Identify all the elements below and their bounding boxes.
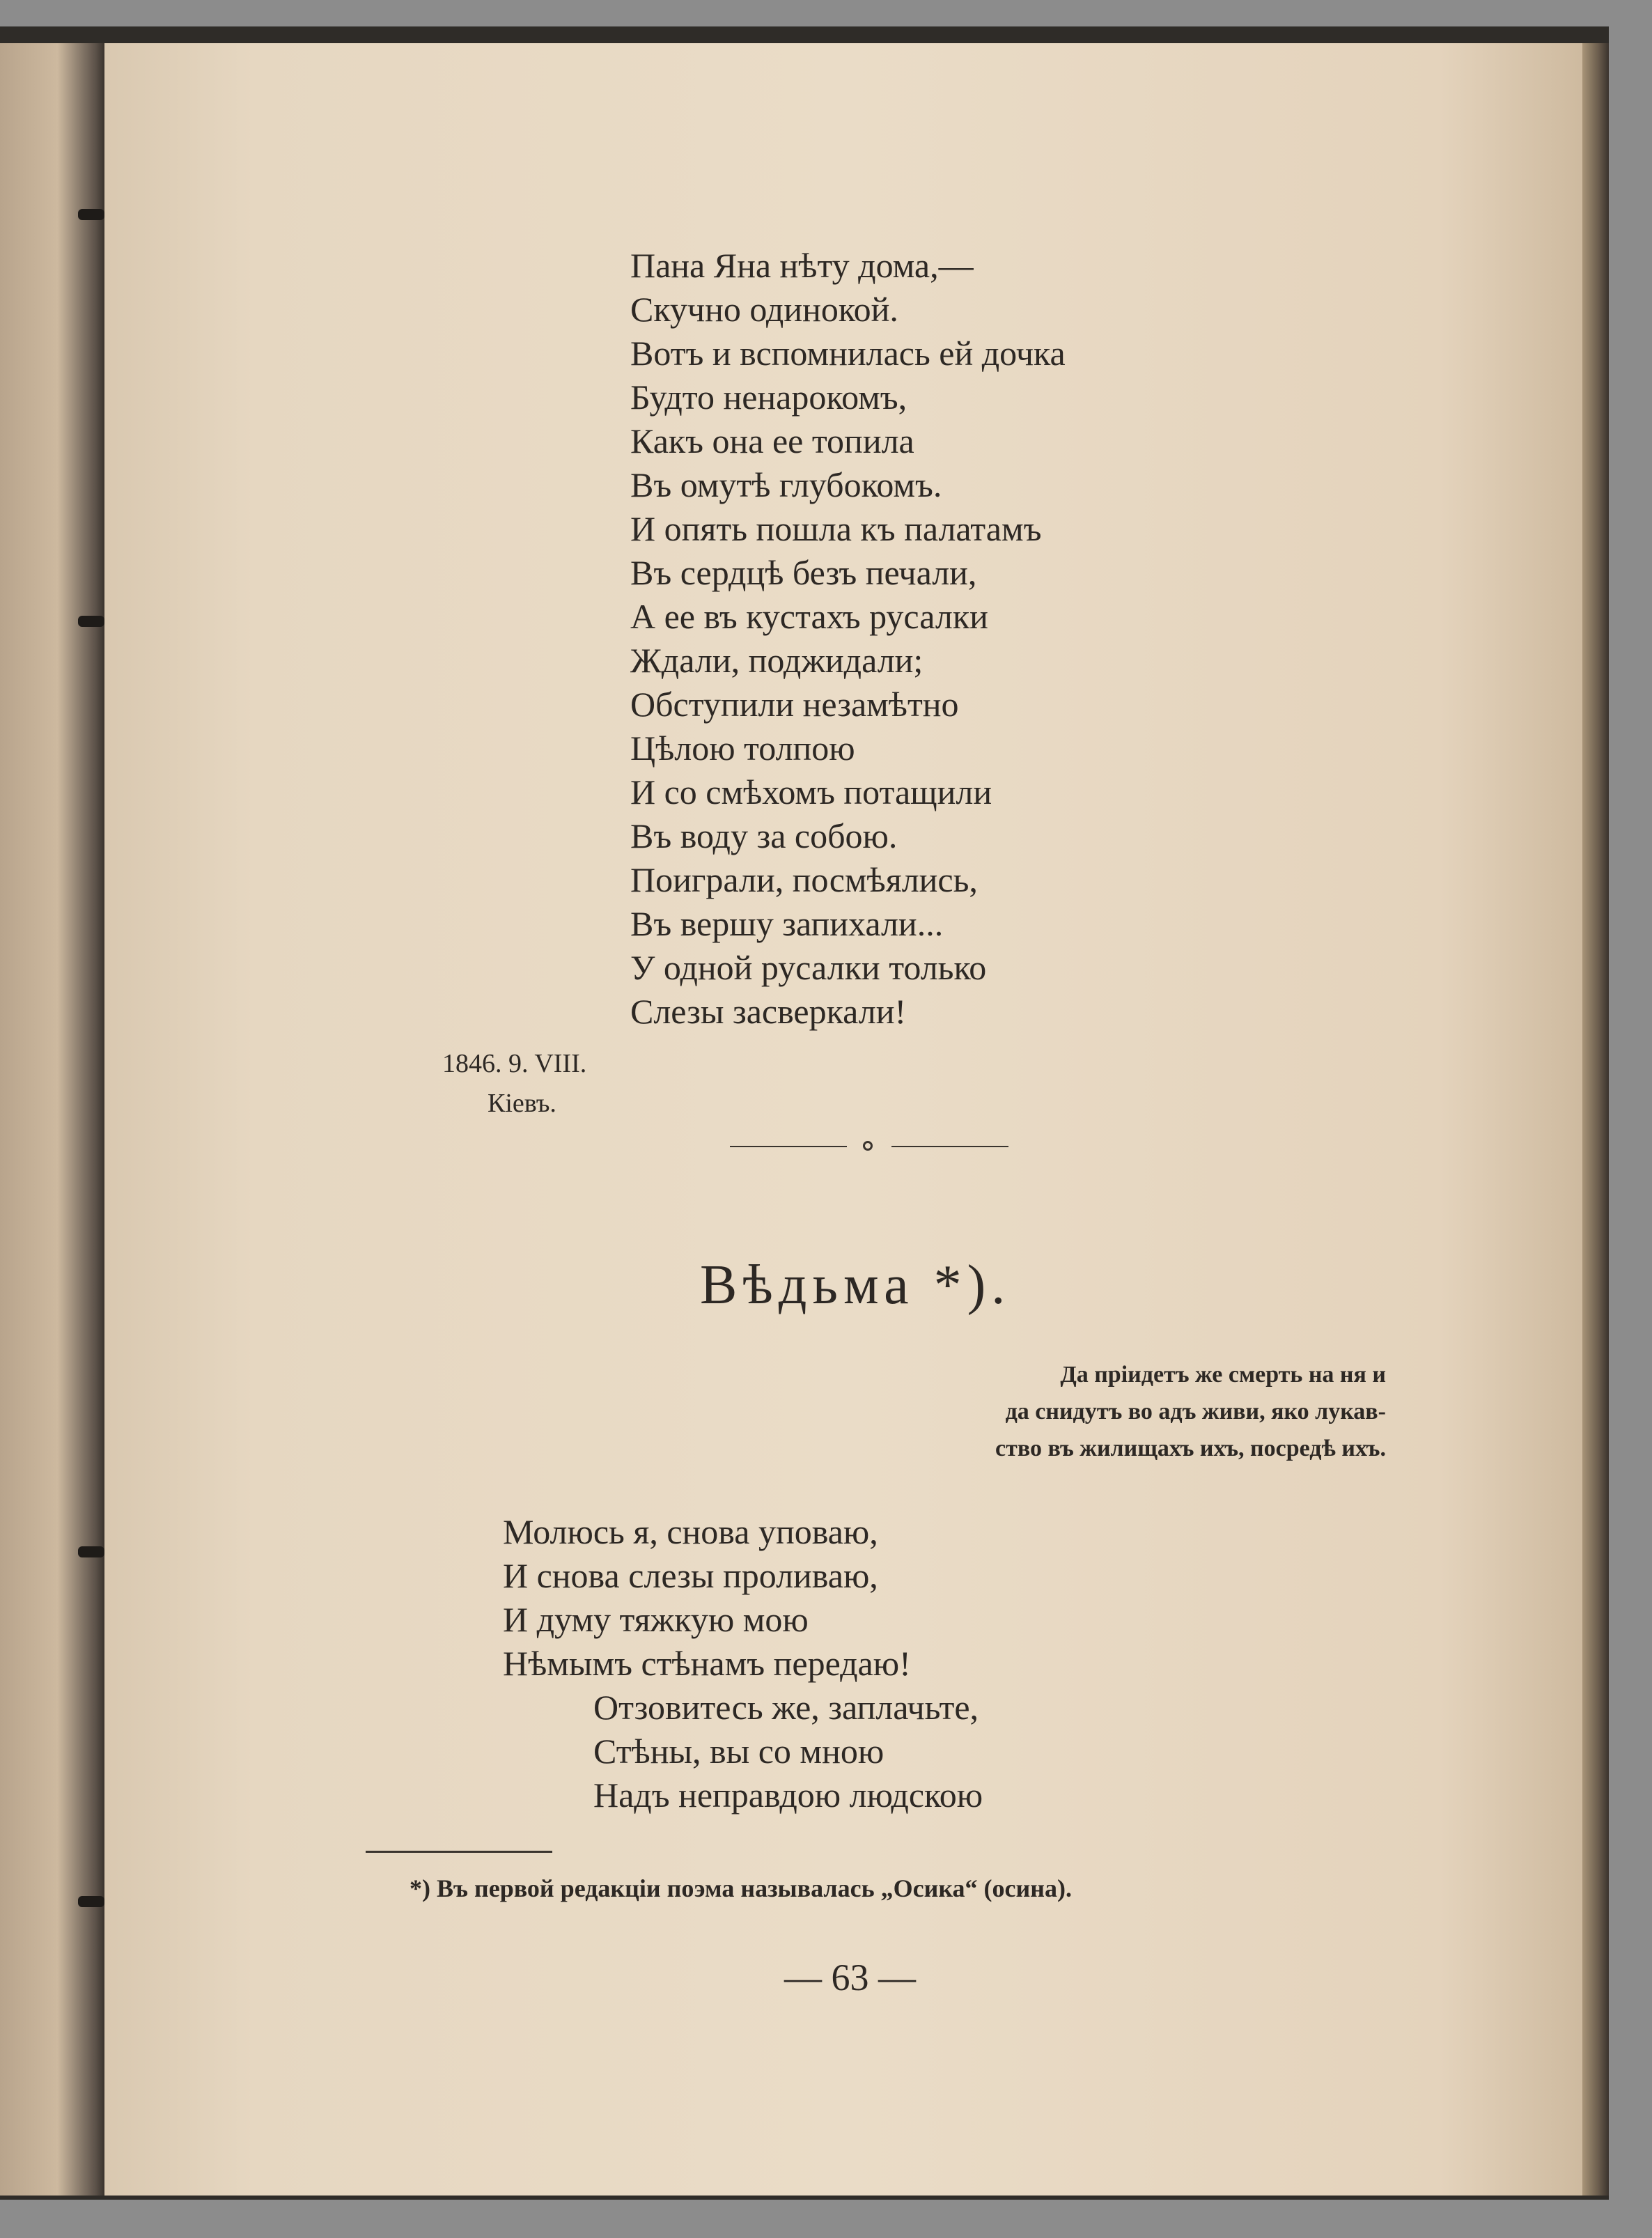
poem-line: И опять пошла къ палатамъ xyxy=(630,509,1042,548)
binding-thread-mark xyxy=(78,616,104,627)
facing-page-edge xyxy=(0,43,104,2196)
binding-thread-mark xyxy=(78,1546,104,1557)
epigraph-line: Да пріидетъ же смерть на ня и xyxy=(1060,1362,1386,1388)
poem-line: И со смѣхомъ потащили xyxy=(630,772,992,811)
separator-line-right xyxy=(891,1146,1008,1147)
verse-line: Отзовитесь же, заплачьте, xyxy=(593,1688,979,1727)
binding-thread-mark xyxy=(78,1896,104,1907)
page-number: — 63 — xyxy=(784,1957,916,1998)
page-right-edge xyxy=(1582,43,1609,2196)
section-separator xyxy=(730,1140,1008,1153)
poem-line: Въ воду за собою. xyxy=(630,816,898,855)
separator-line-left xyxy=(730,1146,847,1147)
poem-line: Слезы засверкали! xyxy=(630,992,907,1031)
poem-line: У одной русалки только xyxy=(630,948,987,987)
poem-line: Цѣлою толпою xyxy=(630,729,855,768)
poem-line: Скучно одинокой. xyxy=(630,290,898,329)
verse-line: Нѣмымъ стѣнамъ передаю! xyxy=(503,1644,911,1683)
epigraph-line: да снидутъ во адъ живи, яко лукав- xyxy=(1005,1399,1386,1424)
poem-line: Обступили незамѣтно xyxy=(630,685,959,724)
verse-line: И думу тяжкую мою xyxy=(503,1600,809,1639)
footnote: *) Въ первой редакціи поэма называлась „Осика“ (осина). xyxy=(410,1874,1072,1902)
poem-line: Вотъ и вспомнилась ей дочка xyxy=(630,334,1066,373)
poem-line: Пана Яна нѣту дома,— xyxy=(630,246,974,285)
poem-title: Вѣдьма *). xyxy=(700,1254,1011,1316)
footnote-rule xyxy=(366,1851,552,1853)
verse-line: Надъ неправдою людскою xyxy=(593,1775,983,1815)
epigraph-line: ство въ жилищахъ ихъ, посредѣ ихъ. xyxy=(995,1436,1386,1461)
poem-line: Въ сердцѣ безъ печали, xyxy=(630,553,977,592)
poem-place: Кіевъ. xyxy=(488,1089,556,1118)
poem-line: Ждали, поджидали; xyxy=(630,641,924,680)
poem-line: Будто ненарокомъ, xyxy=(630,378,907,417)
poem-line: Поиграли, посмѣялись, xyxy=(630,860,978,899)
verse-line: И снова слезы проливаю, xyxy=(503,1556,878,1595)
poem-line: Въ вершу запихали... xyxy=(630,904,944,943)
separator-circle xyxy=(863,1141,873,1151)
poem-line: Въ омутѣ глубокомъ. xyxy=(630,465,942,504)
binding-thread-mark xyxy=(78,209,104,220)
poem-line: А ее въ кустахъ русалки xyxy=(630,597,988,636)
verse-line: Стѣны, вы со мною xyxy=(593,1732,885,1771)
verse-line: Молюсь я, снова уповаю, xyxy=(503,1512,878,1551)
poem-date: 1846. 9. VIII. xyxy=(442,1049,587,1078)
poem-line: Какъ она ее топила xyxy=(630,421,914,460)
